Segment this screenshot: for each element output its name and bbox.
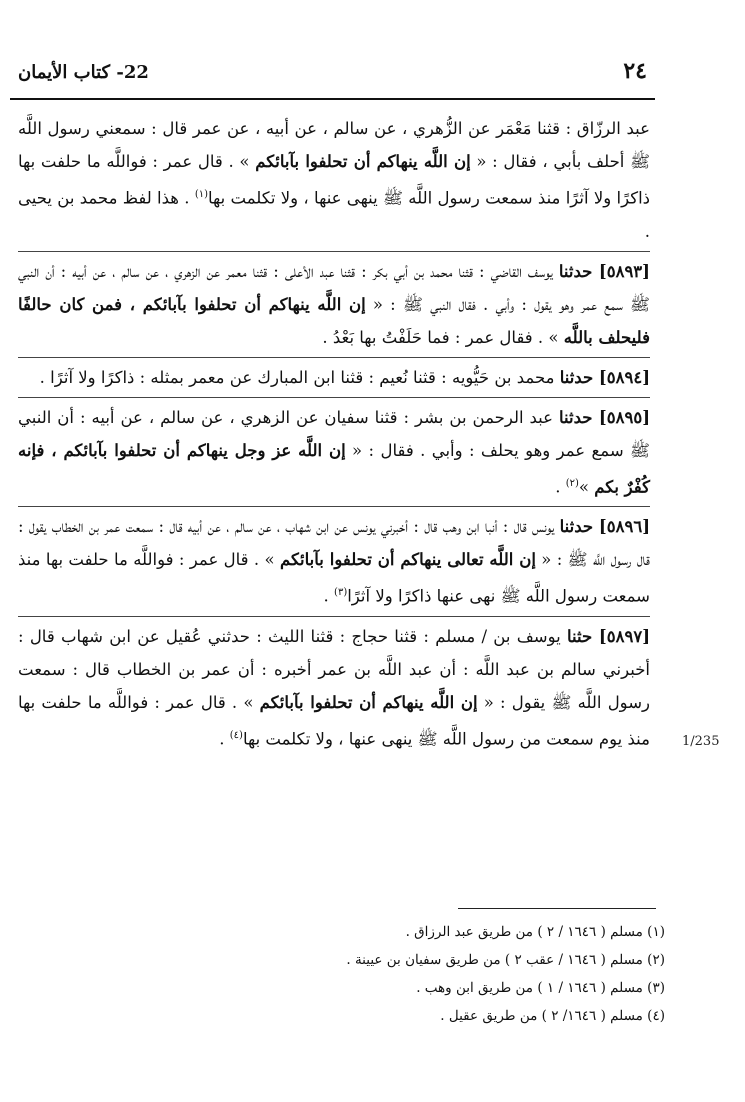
- footnote-marker: (٣): [334, 587, 348, 598]
- chapter-title: 22- كتاب الأيمان: [18, 62, 149, 83]
- text-run: عبد الرحمن بن بشر : قثنا سفيان عن الزهري ، عن سالم ، عن أبيه : أن النبي ﷺ سمع عمر وهو يحلف : وأبي . فقال : «: [18, 407, 650, 460]
- text-run: .: [555, 477, 566, 496]
- footnote-divider: [458, 908, 656, 909]
- text-run: » . قال عمر : فواللَّه ما حلفت بها منذ يوم سمعت من رسول اللَّه ﷺ ينهى عنها ، ولا تكلمت بها: [18, 692, 650, 748]
- hadith-number: [٥٨٩٤]: [593, 367, 650, 387]
- emphasized-text: حثنا: [566, 626, 593, 646]
- emphasized-text: حدثنا: [558, 407, 593, 427]
- hadith-number: [٥٨٩٦]: [593, 517, 650, 536]
- text-run: .: [323, 586, 335, 606]
- footnote-4: (٤) مسلم ( ١٦٤٦/ ٢ ) من طريق عقيل .: [440, 1008, 665, 1024]
- text-run: » . فقال عمر : فما حَلَفْتُ بها بَعْدُ .: [322, 327, 564, 347]
- text-run: يوسف بن / مسلم : قثنا حجاج : قثنا الليث : حدثني عُقيل عن ابن شهاب قال : أخبرني سالم بن عبد اللَّه : أن عبد اللَّه بن عمر أخبره : أن عمر بن الخطاب قال : سمعت رسول اللَّه ﷺ يقول : «: [18, 626, 650, 712]
- hadith-number: [٥٨٩٧]: [592, 626, 650, 646]
- page-header: [10, 58, 655, 100]
- text-run: يونس قال : أنبا ابن وهب قال : أخبرني يونس عن ابن شهاب ، عن سالم ، عن أبيه قال : سمعت عمر بن الخطاب يقول : قال رسول اللَّه ﷺ : «: [18, 517, 650, 569]
- text-run: يوسف القاضي : قثنا محمد بن أبي بكر : قثنا عبد الأعلى : قثنا معمر عن الزهري ، عن سالم ، عن أبيه : أن النبي ﷺ سمع عمر وهو يقول : وأبي . فقال النبي ﷺ : «: [18, 261, 650, 314]
- footnote-1: (١) مسلم ( ١٦٤٦ / ٢ ) من طريق عبد الرزاق .: [405, 924, 665, 940]
- text-run: .: [219, 729, 230, 748]
- text-run: محمد بن حَيُّويه : قثنا نُعيم : قثنا ابن المبارك عن معمر بمثله : ذاكرًا ولا آثرًا .: [39, 367, 560, 387]
- footnote-marker: (٢): [565, 477, 579, 489]
- text-run: عبد الرزّاق : قثنا مَعْمَر عن الزُّهري ، عن سالم ، عن أبيه ، عن عمر قال : سمعني رسول اللَّه ﷺ أحلف بأبي ، فقال : «: [18, 119, 650, 171]
- footnotes: [200, 918, 665, 1030]
- footnote-marker: (٤): [229, 729, 243, 741]
- emphasized-text: حدثنا: [559, 367, 594, 387]
- footnote-2: (٢) مسلم ( ١٦٤٦ / عقب ٢ ) من طريق سفيان بن عيينة .: [346, 952, 665, 968]
- paragraph-intro: [18, 112, 650, 248]
- emphasized-text: حدثنا: [559, 517, 594, 536]
- emphasized-text: حدثنا: [558, 261, 593, 281]
- hadith-5896: [18, 506, 650, 613]
- text-run: » . قال عمر : فواللَّه ما حلفت بها منذ سمعت رسول اللَّه ﷺ نهى عنها ذاكرًا ولا آثرًا: [18, 550, 650, 606]
- hadith-number: [٥٨٩٥]: [592, 407, 650, 427]
- margin-volume-reference: 1/235: [682, 734, 720, 749]
- emphasized-text: إن اللَّه تعالى ينهاكم أن تحلفوا بآبائكم: [279, 550, 536, 569]
- text-run: »: [578, 477, 595, 496]
- text-run: » . قال عمر : فواللَّه ما حلفت بها ذاكرًا ولا آثرًا منذ سمعت رسول اللَّه ﷺ ينهى عنها ، ولا تكلمت بها: [18, 152, 651, 208]
- hadith-5893: [18, 251, 650, 354]
- page-number: ٢٤: [623, 58, 647, 84]
- emphasized-text: إن اللَّه عز وجل ينهاكم أن تحلفوا بآبائكم ، فإنه كُفْرٌ بكم: [18, 440, 650, 496]
- emphasized-text: إن اللَّه ينهاكم أن تحلفوا بآبائكم ، فمن كان حالفًا فليحلف باللَّه: [18, 294, 650, 347]
- footnote-3: (٣) مسلم ( ١٦٤٦ / ١ ) من طريق ابن وهب .: [416, 980, 665, 996]
- hadith-5895: [18, 397, 650, 504]
- footnote-marker: (١): [194, 189, 209, 200]
- emphasized-text: إن اللَّه ينهاكم أن تحلفوا بآبائكم: [255, 152, 471, 171]
- hadith-number: [٥٨٩٣]: [592, 261, 650, 281]
- hadith-5894: [18, 357, 650, 394]
- text-run: . هذا لفظ محمد بن يحيى .: [18, 188, 650, 241]
- emphasized-text: إن اللَّه ينهاكم أن تحلفوا بآبائكم: [259, 692, 478, 712]
- body-text: [18, 112, 650, 755]
- hadith-5897: [18, 616, 650, 756]
